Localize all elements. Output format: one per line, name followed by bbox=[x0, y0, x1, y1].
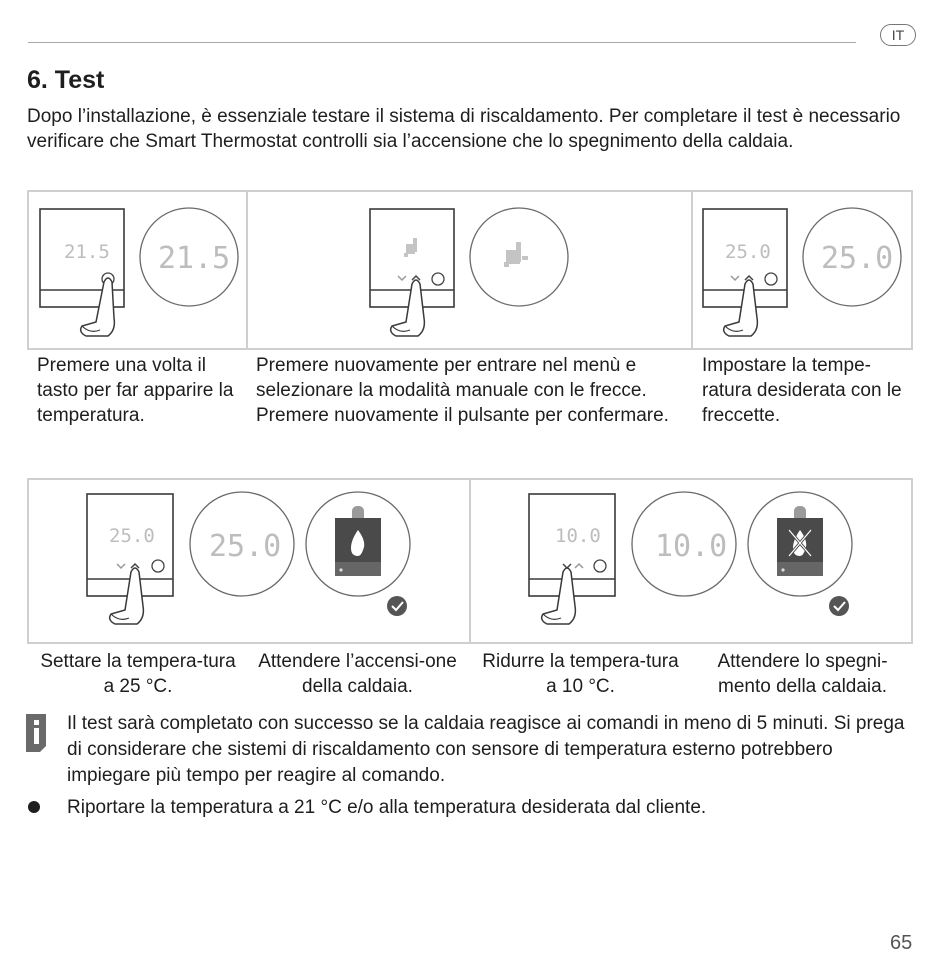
section-title: 6. Test bbox=[27, 66, 105, 94]
row1-divider-2 bbox=[691, 191, 693, 349]
step1-device-display: 21.5 bbox=[64, 241, 110, 263]
step1-caption: Premere una volta il tasto per far apparire la temperatura. bbox=[37, 355, 234, 426]
row1-divider-1 bbox=[246, 191, 248, 349]
row2-caption-2: Attendere l’accensi-one della caldaia. bbox=[258, 651, 457, 697]
row2-caption-3: Ridurre la tempera-tura a 10 °C. bbox=[482, 651, 679, 697]
info-icon bbox=[26, 714, 46, 752]
info-note: Il test sarà completato con successo se la caldaia reagisce ai comandi in meno di 5 minuti. Si prega di considerare che sistemi di riscaldamento con sensore di temperatura esterno potrebbero impiegare più tempo per reagire al comando. bbox=[67, 713, 905, 786]
step3-thermostat-figure bbox=[701, 206, 906, 346]
intro-paragraph: Dopo l’installazione, è essenziale testare il sistema di riscaldamento. Per completare il test è necessario verificare che Smart Thermostat controlli sia l’accensione che lo spegnimento della caldaia. bbox=[27, 106, 901, 152]
page-number: 65 bbox=[890, 932, 913, 954]
row2-divider bbox=[469, 479, 471, 643]
row2-caption-1: Settare la tempera-tura a 25 °C. bbox=[40, 651, 236, 697]
check-icon bbox=[387, 596, 407, 616]
step1-zoom-display: 21.5 bbox=[158, 241, 231, 276]
step2-caption: Premere nuovamente per entrare nel menù e selezionare la modalità manuale con le frecce. Premere nuovamente il pulsante per confermare. bbox=[256, 355, 669, 426]
step3-device-display: 25.0 bbox=[725, 241, 771, 263]
row2-left-device-display: 25.0 bbox=[109, 525, 155, 547]
row2-right-figure bbox=[527, 492, 857, 637]
step3-caption: Impostare la tempe-ratura desiderata con le freccette. bbox=[702, 355, 902, 426]
row2-left-figure bbox=[85, 492, 415, 637]
check-icon bbox=[829, 596, 849, 616]
row2-caption-4: Attendere lo spegni-mento della caldaia. bbox=[717, 651, 888, 697]
row2-left-zoom-display: 25.0 bbox=[209, 529, 282, 564]
row2-right-device-display: 10.0 bbox=[555, 525, 601, 547]
step1-thermostat-figure bbox=[38, 206, 238, 346]
header-rule bbox=[28, 42, 856, 43]
bullet-dot bbox=[28, 801, 40, 813]
step2-thermostat-figure bbox=[368, 206, 578, 346]
step3-zoom-display: 25.0 bbox=[821, 241, 894, 276]
bullet-text: Riportare la temperatura a 21 °C e/o alla temperatura desiderata dal cliente. bbox=[67, 797, 707, 818]
language-badge: IT bbox=[880, 24, 916, 46]
row2-right-zoom-display: 10.0 bbox=[655, 529, 728, 564]
